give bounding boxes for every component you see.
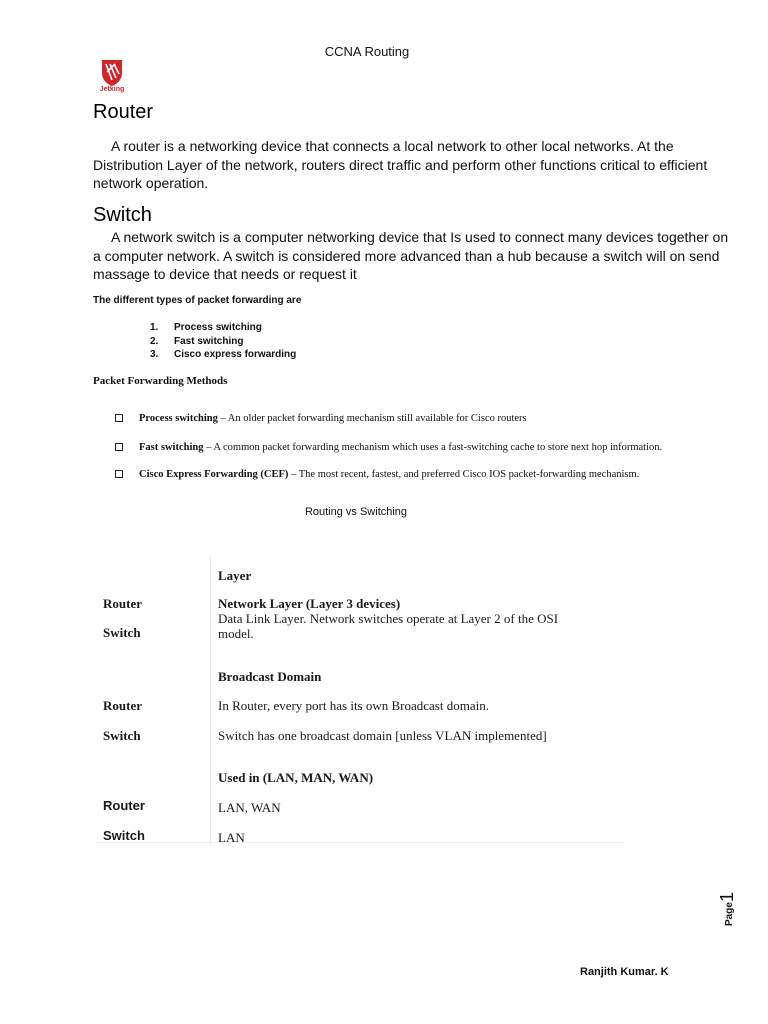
checkbox-bullet-icon	[115, 443, 123, 451]
comparison-caption: Routing vs Switching	[304, 506, 408, 518]
broadcast-router-value: In Router, every port has its own Broadcast domain.	[218, 698, 489, 713]
comparison-table	[95, 556, 623, 844]
switch-label: Switch	[103, 625, 141, 640]
header-title: CCNA Routing	[324, 44, 410, 59]
switch-label: Switch	[103, 828, 145, 843]
used-switch-value: LAN	[218, 830, 245, 845]
method-item: Cisco Express Forwarding (CEF) – The most recent, fastest, and preferred Cisco IOS packet-forwarding mechanism.	[115, 469, 639, 480]
switch-heading: Switch	[93, 204, 152, 226]
broadcast-heading: Broadcast Domain	[218, 669, 322, 684]
router-label: Router	[103, 798, 145, 813]
svg-text:Jetking: Jetking	[99, 86, 125, 93]
checkbox-bullet-icon	[115, 414, 123, 422]
list-item: 2. Fast switching	[150, 335, 244, 347]
method-item: Process switching – An older packet forwarding mechanism still available for Cisco routers	[115, 413, 527, 424]
document-header	[0, 44, 768, 59]
router-paragraph: A router is a networking device that connects a local network to other local networks. At the Distribution Layer of the network, routers direct traffic and perform other functions critical to efficient network operation.	[93, 138, 708, 191]
broadcast-switch-value: Switch has one broadcast domain [unless VLAN implemented]	[218, 728, 547, 743]
layer-switch-value: Data Link Layer. Network switches operate at Layer 2 of the OSI	[218, 611, 559, 626]
methods-title: Packet Forwarding Methods	[93, 375, 228, 387]
forwarding-types-list	[150, 321, 296, 362]
layer-router-value: Network Layer (Layer 3 devices)	[218, 596, 401, 611]
page-word: Page	[724, 902, 735, 926]
used-router-value: LAN, WAN	[218, 800, 281, 815]
used-heading: Used in (LAN, MAN, WAN)	[218, 770, 374, 785]
forwarding-types-intro: The different types of packet forwarding are	[93, 295, 302, 306]
layer-switch-value-cont: model.	[218, 626, 254, 641]
list-item: 3. Cisco express forwarding	[150, 349, 297, 360]
page-number	[717, 888, 740, 928]
author-name: Ranjith Kumar. K	[580, 966, 669, 978]
switch-paragraph: A network switch is a computer networking device that Is used to connect many devices together on a computer network. A switch is considered more advanced than a hub because a switch will on send massage to device that needs or request it	[93, 229, 729, 282]
switch-label: Switch	[103, 728, 141, 743]
layer-heading: Layer	[218, 568, 252, 583]
jetking-logo	[95, 58, 129, 94]
page-digit: 1	[717, 891, 737, 902]
router-heading: Router	[93, 101, 154, 123]
checkbox-bullet-icon	[115, 470, 123, 478]
router-label: Router	[103, 698, 142, 713]
router-label: Router	[103, 596, 142, 611]
list-item: 1. Process switching	[150, 322, 262, 333]
method-item: Fast switching – A common packet forwarding mechanism which uses a fast-switching cache to store next hop information.	[115, 442, 662, 453]
